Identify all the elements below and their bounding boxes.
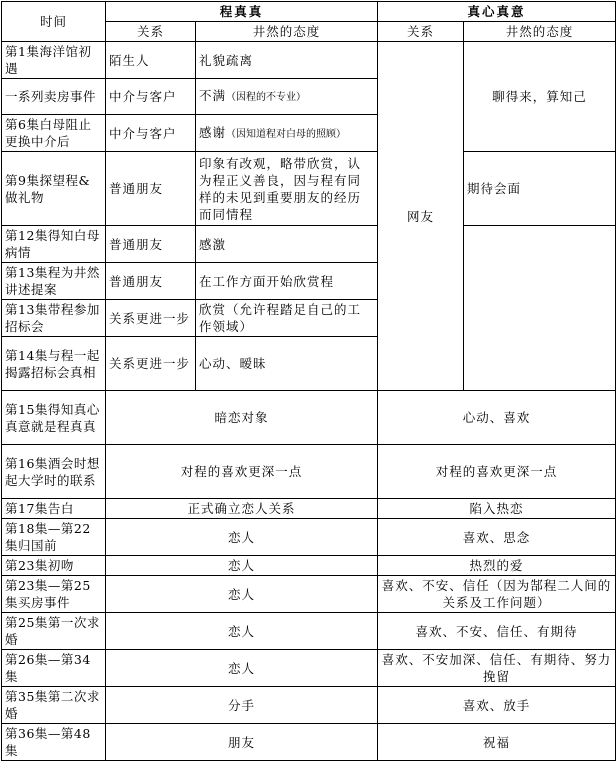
row-period: 第26集—第34集 <box>2 650 106 687</box>
cheng-attitude: 印象有改观，略带欣赏，认为程正义善良，因与程有同样的未见到重要朋友的经历而同情程 <box>196 152 378 226</box>
row-period: 第25集第一次求婚 <box>2 613 106 650</box>
cheng-merged: 恋人 <box>106 613 378 650</box>
row-period: 第1集海洋馆初遇 <box>2 42 106 79</box>
cheng-relation: 中介与客户 <box>106 79 196 115</box>
cheng-attitude: 不满 <box>199 88 227 103</box>
header-cheng: 程真真 <box>106 2 378 22</box>
cheng-merged: 朋友 <box>106 724 378 761</box>
cheng-attitude: 心动、暧昧 <box>196 337 378 391</box>
table-row <box>2 391 616 445</box>
cheng-relation: 关系更进一步 <box>106 300 196 337</box>
zhen-merged: 祝福 <box>378 724 616 761</box>
cheng-attitude: 礼貌疏离 <box>196 42 378 79</box>
table-row <box>2 42 616 79</box>
zhen-merged: 对程的喜欢更深一点 <box>378 445 616 499</box>
row-period: 第35集第二次求婚 <box>2 687 106 724</box>
header-time: 时间 <box>2 2 106 42</box>
header-zhen: 真心真意 <box>378 2 616 22</box>
table-row <box>2 724 616 761</box>
table-row <box>2 499 616 519</box>
table-row <box>2 576 616 613</box>
cheng-relation: 普通朋友 <box>106 152 196 226</box>
cheng-merged: 恋人 <box>106 556 378 576</box>
row-period: 第6集白母阻止更换中介后 <box>2 115 106 152</box>
table-row <box>2 445 616 499</box>
table-row <box>2 613 616 650</box>
row-period: 第16集酒会时想起大学时的联系 <box>2 445 106 499</box>
zhen-merged: 陷入热恋 <box>378 499 616 519</box>
cheng-attitude-cell <box>196 79 378 115</box>
table-row <box>2 687 616 724</box>
table-row <box>2 650 616 687</box>
zhen-attitude-empty <box>464 226 616 391</box>
table-row <box>2 519 616 556</box>
row-period: 第12集得知白母病情 <box>2 226 106 263</box>
row-period: 第13集带程参加招标会 <box>2 300 106 337</box>
row-period: 第17集告白 <box>2 499 106 519</box>
cheng-relation: 关系更进一步 <box>106 337 196 391</box>
zhen-merged: 热烈的爱 <box>378 556 616 576</box>
row-period: 第14集与程一起揭露招标会真相 <box>2 337 106 391</box>
cheng-attitude: 在工作方面开始欣赏程 <box>196 263 378 300</box>
cheng-attitude-note: （因程的不专业） <box>226 92 307 103</box>
cheng-attitude-cell <box>196 115 378 152</box>
header-cheng-relation: 关系 <box>106 22 196 42</box>
cheng-attitude: 欣赏（允许程踏足自己的工作领域） <box>196 300 378 337</box>
row-period: 一系列卖房事件 <box>2 79 106 115</box>
cheng-relation: 普通朋友 <box>106 226 196 263</box>
cheng-relation: 普通朋友 <box>106 263 196 300</box>
row-period: 第13集程为井然讲述提案 <box>2 263 106 300</box>
cheng-attitude: 感谢 <box>199 124 227 140</box>
cheng-relation: 中介与客户 <box>106 115 196 152</box>
zhen-merged: 喜欢、放手 <box>378 687 616 724</box>
header-cheng-attitude: 井然的态度 <box>196 22 378 42</box>
header-zhen-attitude: 井然的态度 <box>464 22 616 42</box>
row-period: 第36集—第48集 <box>2 724 106 761</box>
cheng-merged: 正式确立恋人关系 <box>106 499 378 519</box>
zhen-merged: 喜欢、思念 <box>378 519 616 556</box>
relationship-table <box>1 1 616 761</box>
zhen-attitude-meet: 期待会面 <box>464 152 616 226</box>
cheng-merged: 恋人 <box>106 650 378 687</box>
row-period: 第9集探望程&做礼物 <box>2 152 106 226</box>
row-period: 第15集得知真心真意就是程真真 <box>2 391 106 445</box>
zhen-relation-netfriend: 网友 <box>378 42 464 391</box>
cheng-merged: 恋人 <box>106 519 378 556</box>
zhen-merged: 喜欢、不安、信任、有期待 <box>378 613 616 650</box>
row-period: 第23集初吻 <box>2 556 106 576</box>
row-period: 第18集—第22集归国前 <box>2 519 106 556</box>
cheng-merged: 暗恋对象 <box>106 391 378 445</box>
cheng-merged: 分手 <box>106 687 378 724</box>
zhen-merged: 喜欢、不安、信任（因为郜程二人间的关系及工作问题） <box>378 576 616 613</box>
cheng-attitude: 感激 <box>196 226 378 263</box>
table-row <box>2 556 616 576</box>
cheng-merged: 恋人 <box>106 576 378 613</box>
zhen-merged: 喜欢、不安加深、信任、有期待、努力挽留 <box>378 650 616 687</box>
cheng-attitude-note: （因知道程对白母的照顾） <box>226 128 347 140</box>
row-period: 第23集—第25集买房事件 <box>2 576 106 613</box>
header-zhen-relation: 关系 <box>378 22 464 42</box>
table-row <box>2 226 616 263</box>
header-row-top <box>2 2 616 22</box>
table-row <box>2 152 616 226</box>
zhen-merged: 心动、喜欢 <box>378 391 616 445</box>
zhen-attitude-zhiji: 聊得来，算知己 <box>464 42 616 152</box>
cheng-merged: 对程的喜欢更深一点 <box>106 445 378 499</box>
cheng-relation: 陌生人 <box>106 42 196 79</box>
